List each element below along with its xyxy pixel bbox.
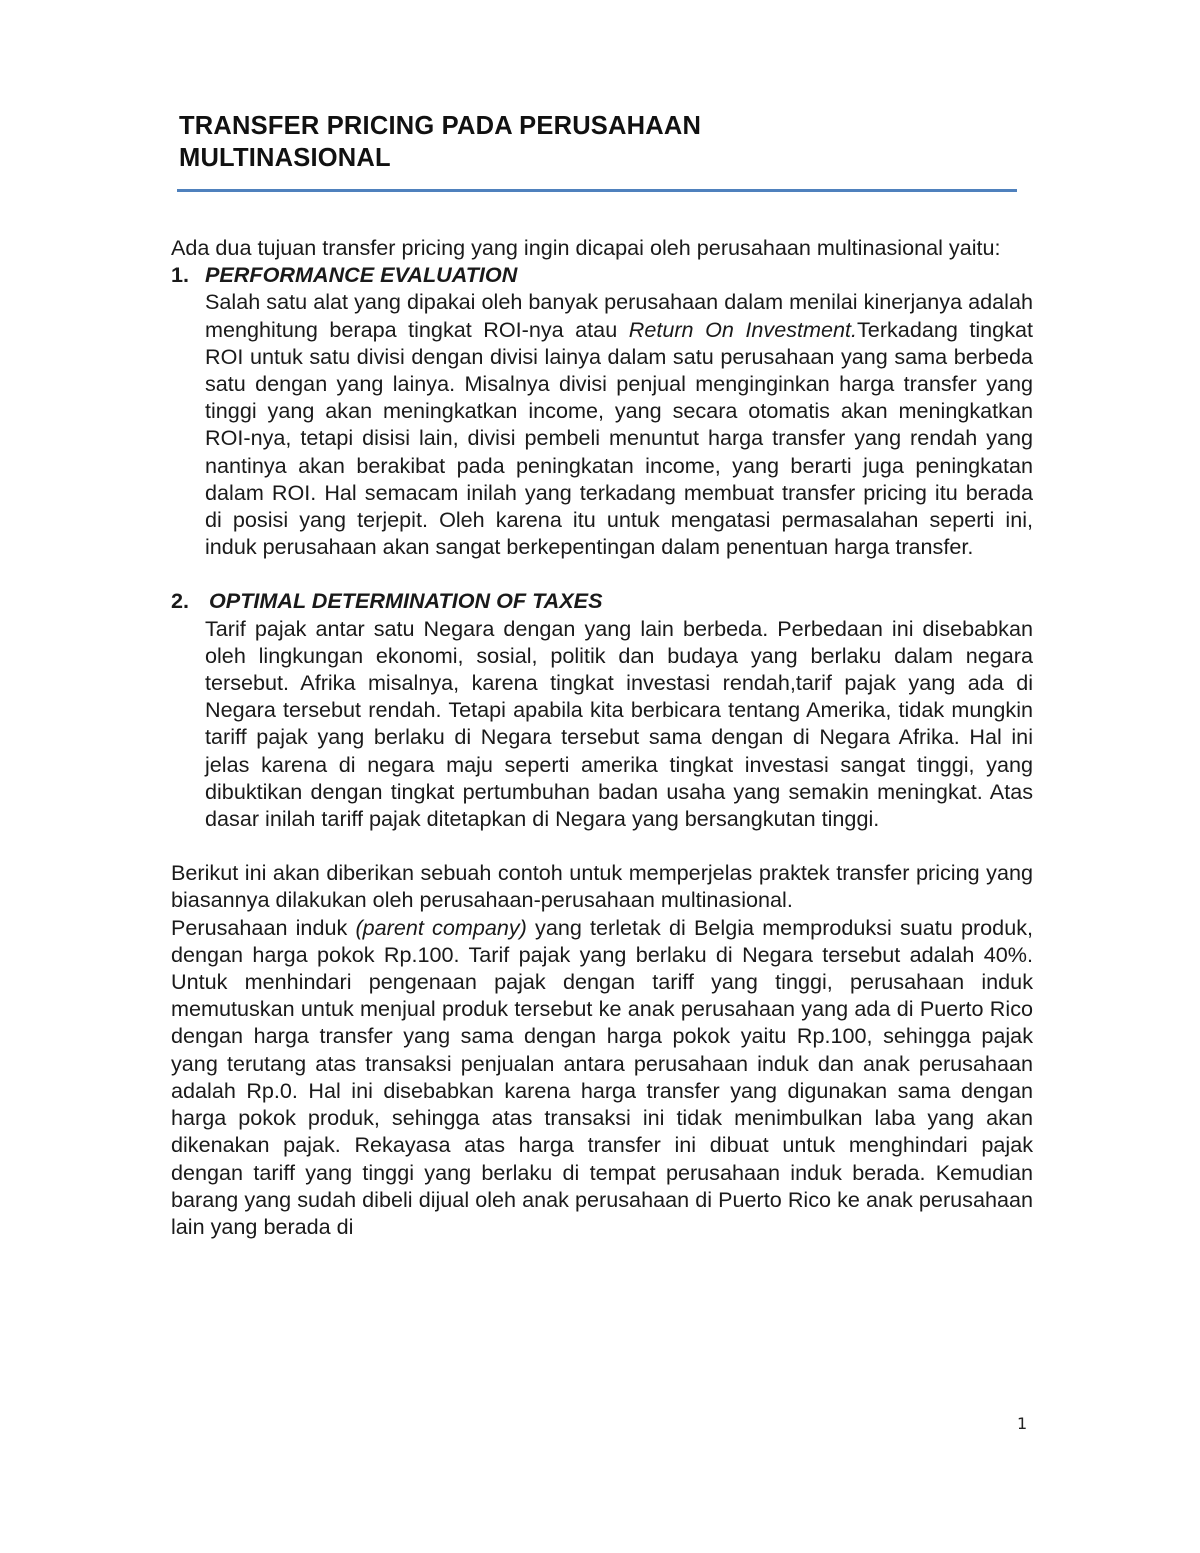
title-line-2: MULTINASIONAL: [179, 144, 391, 172]
parent-paragraph-part1: Perusahaan induk: [171, 914, 356, 940]
item-2-heading: [171, 587, 1033, 614]
item-1-body-part2: Terkadang tingkat ROI untuk satu divisi dengan divisi lainya dalam satu perusahaan yang sama berbeda satu dengan yang lainya. Misalnya divisi penjual menginginkan harga transfer yang tinggi yang akan meningkatkan income, yang secara otomatis akan meningkatkan ROI-nya, tetapi disisi lain, divisi pembeli menuntut harga transfer yang rendah yang nantinya akan berakibat pada peningkatan income, yang berarti juga peningkatan dalam ROI. Hal semacam inilah yang terkadang membuat transfer pricing itu berada di posisi yang terjepit. Oleh karena itu untuk mengatasi permasalahan seperti ini, induk perusahaan akan sangat berkepentingan dalam penentuan harga transfer.: [205, 316, 1033, 560]
title-underline: [177, 189, 1017, 192]
item-1-heading-text: PERFORMANCE EVALUATION: [205, 262, 518, 288]
page-number: 1: [1017, 1414, 1028, 1433]
spacer: [171, 832, 1033, 859]
parent-paragraph-part2: yang terletak di Belgia memproduksi suatu produk, dengan harga pokok Rp.100. Tarif pajak yang berlaku di Negara tersebut adalah 40%. Untuk menhindari pengenaan pajak dengan tariff yang tinggi, perusahaan induk memutuskan untuk menjual produk tersebut ke anak perusahaan yang ada di Puerto Rico dengan harga transfer yang sama dengan harga pokok yaitu Rp.100, sehingga pajak yang terutang atas transaksi penjualan antara perusahaan induk dan anak perusahaan adalah Rp.0. Hal ini disebabkan karena harga transfer yang digunakan sama dengan harga pokok produk, sehingga atas transaksi ini tidak menimbulkan laba yang akan dikenakan pajak. Rekayasa atas harga transfer ini dibuat untuk menghindari pajak dengan tariff yang tinggi yang berlaku di tempat perusahaan induk berada. Kemudian barang yang sudah dibeli dijual oleh anak perusahaan di Puerto Rico ke anak perusahaan lain yang berada di: [171, 914, 1034, 1239]
document-body: [171, 234, 1033, 1240]
parent-paragraph-italic: (parent company): [355, 914, 527, 940]
item-1-body: [205, 288, 1033, 560]
parent-company-paragraph: [171, 914, 1033, 1240]
item-2-heading-text: OPTIMAL DETERMINATION OF TAXES: [209, 588, 603, 614]
item-1-heading: [171, 261, 1033, 288]
item-1-number: 1.: [171, 262, 190, 288]
document-title: [179, 110, 1019, 174]
example-paragraph: Berikut ini akan diberikan sebuah contoh untuk memperjelas praktek transfer pricing yang biasannya dilakukan oleh perusahaan-perusahaan multinasional.: [171, 860, 1033, 913]
title-line-1: TRANSFER PRICING PADA PERUSAHAAN: [179, 112, 702, 140]
intro-paragraph: Ada dua tujuan transfer pricing yang ingin dicapai oleh perusahaan multinasional yaitu:: [171, 235, 1001, 260]
item-1-body-part1: Salah satu alat yang dipakai oleh banyak perusahaan dalam menilai kinerjanya adalah menghitung berapa tingkat ROI-nya atau: [205, 289, 1033, 342]
item-2-number: 2.: [171, 588, 190, 614]
spacer: [171, 560, 1033, 587]
item-2-body: Tarif pajak antar satu Negara dengan yang lain berbeda. Perbedaan ini disebabkan oleh lingkungan ekonomi, sosial, politik dan budaya yang berlaku dalam negara tersebut. Afrika misalnya, karena tingkat investasi rendah,tarif pajak yang ada di Negara tersebut rendah. Tetapi apabila kita berbicara tentang Amerika, tidak mungkin tariff pajak yang berlaku di Negara tersebut sama dengan di Negara Afrika. Hal ini jelas karena di negara maju seperti amerika tingkat investasi sangat tinggi, yang dibuktikan dengan tingkat pertumbuhan badan usaha yang semakin meningkat. Atas dasar inilah tariff pajak ditetapkan di Negara yang bersangkutan tinggi.: [205, 615, 1033, 832]
item-1-body-italic: Return On Investment.: [628, 316, 858, 342]
